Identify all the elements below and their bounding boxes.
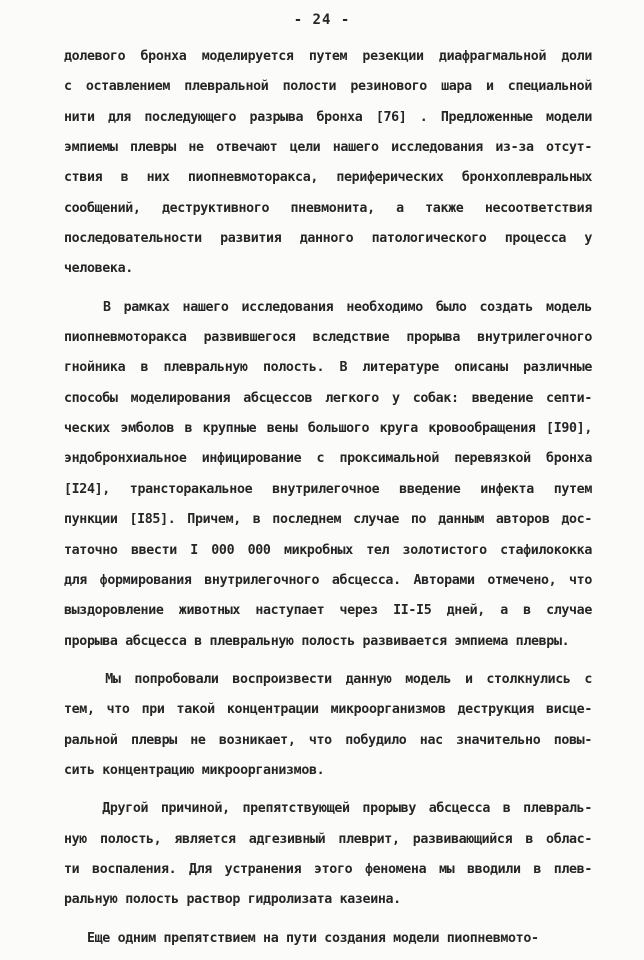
text-line: пункции [I85]. Причем, в последнем случае по данным авторов дос- <box>64 512 592 528</box>
text-line: сообщений, деструктивного пневмонита, а также несоответствия <box>64 200 592 216</box>
text-line: для формирования внутрилегочного абсцесса. Авторами отмечено, что <box>64 572 592 588</box>
text-line: Другой причиной, препятствующей прорыву абсцесса в плевраль- <box>64 801 592 817</box>
text-line: пиопневмоторакса развившегося вследствие прорыва внутрилегочного <box>64 330 592 346</box>
page-number: - 24 - <box>293 12 351 28</box>
text-line: прорыва абсцесса в плевральную полость развивается эмпиема плевры. <box>64 633 570 649</box>
text-line: ческих эмболов в крупные вены большого круга кровообращения [I90], <box>64 421 592 437</box>
paragraph <box>64 665 592 786</box>
text-line: ствия в них пиопневмоторакса, периферических бронхоплевральных <box>64 170 592 186</box>
paragraph <box>64 293 592 657</box>
text-line: эндобронхиальное инфицирование с проксимальной перевязкой бронха <box>64 451 592 467</box>
body-text <box>64 42 592 954</box>
text-line: ти воспаления. Для устранения этого феномена мы вводили в плев- <box>64 861 592 877</box>
text-line: долевого бронха моделируется путем резекции диафрагмальной доли <box>64 49 592 64</box>
paragraph-gap <box>64 786 592 794</box>
text-line: ную полость, является адгезивный плеврит, развивающийся в облас- <box>64 831 592 847</box>
paragraph-gap <box>64 657 592 665</box>
paragraph <box>64 42 592 285</box>
text-line: Еще одним препятствием на пути создания модели пиопневмото- <box>64 930 539 946</box>
text-line: выздоровление животных наступает через II-I5 дней, а в случае <box>64 603 592 619</box>
text-line: нити для последующего разрыва бронха [76] . Предложенные модели <box>64 109 592 125</box>
text-line: способы моделирования абсцессов легкого у собак: введение септи- <box>64 390 592 406</box>
text-line: сить концентрацию микроорганизмов. <box>64 762 325 778</box>
text-line: [I24], трансторакальное внутрилегочное введение инфекта путем <box>64 481 592 497</box>
text-line: человека. <box>64 261 133 277</box>
text-line: гнойника в плевральную полость. В литературе описаны различные <box>64 360 592 376</box>
paragraph <box>64 794 592 915</box>
text-line: ральную полость раствор гидролизата казеина. <box>64 892 401 908</box>
paragraph <box>64 924 592 954</box>
text-line: эмпиемы плевры не отвечают цели нашего исследования из-за отсут- <box>64 140 592 156</box>
text-line: с оставлением плевральной полости резинового шара и специальной <box>64 79 592 95</box>
text-line: В рамках нашего исследования необходимо было создать модель <box>64 299 592 315</box>
text-line: таточно ввести I 000 000 микробных тел золотистого стафилококка <box>64 542 592 558</box>
text-line: последовательности развития данного патологического процесса у <box>64 231 592 247</box>
paragraph-gap <box>64 916 592 924</box>
paragraph-gap <box>64 285 592 293</box>
text-line: ральной плевры не возникает, что побудило нас значительно повы- <box>64 732 592 748</box>
text-line: тем, что при такой концентрации микроорганизмов деструкция висце- <box>64 702 592 718</box>
text-line: Мы попробовали воспроизвести данную модель и столкнулись с <box>64 671 592 687</box>
